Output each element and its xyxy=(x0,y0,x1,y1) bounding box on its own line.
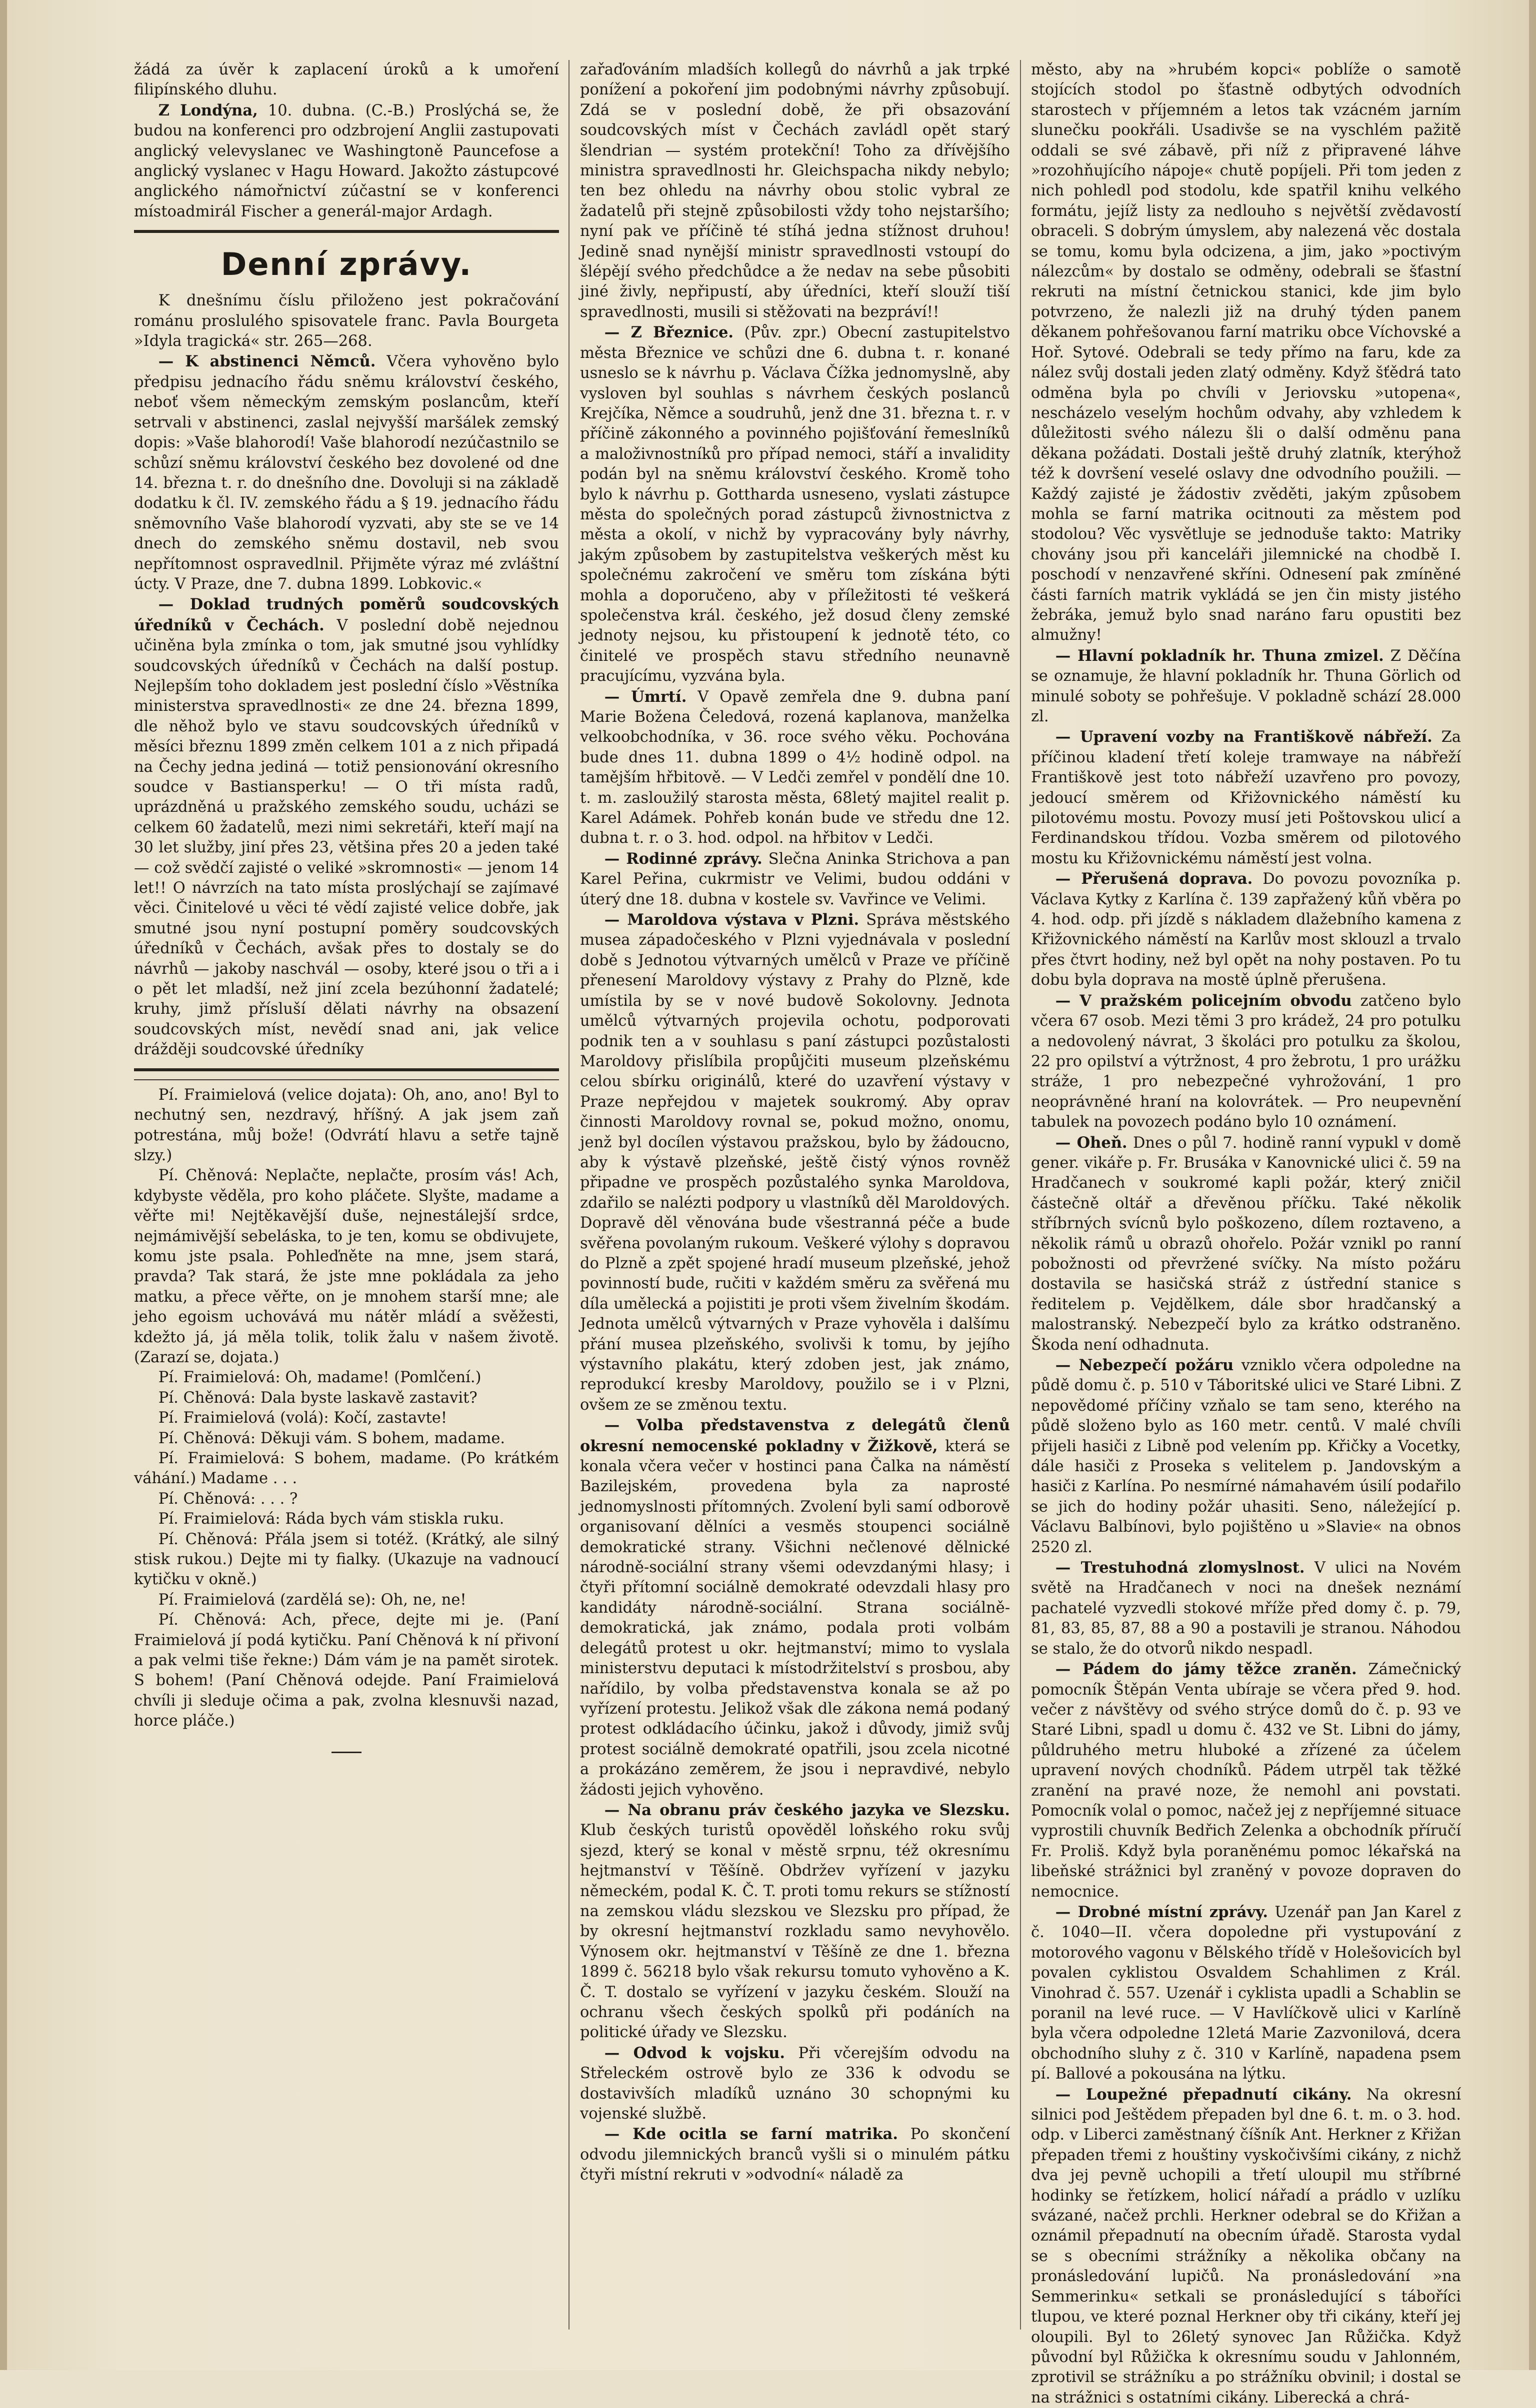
item-body: V poslední době nejednou učiněna byla zmínka o tom, jak smutné jsou vyhlídky soudcovských úředníků v Čechách na další postup. Nejlepším toho dokladem jest poslední číslo »Věstníka ministerstva spravedlnosti« ze dne 24. března 1899, dle něhož bylo ve stavu soudcovských úředníků v měsíci březnu 1899 změn celkem 101 a z nich připadá na Čechy jedna jediná — totiž pensionování okresního soudce v Bastiansperku! — O tři místa radů, uprázdněná u pražského zemského soudu, ucházi se celkem 60 žadatelů, mezi nimi sekretáři, kteří mají na 30 let služby, jiní přes 23, většina přes 20 a jeden také — což svědčí zajisté o veliké »skromnosti« — jenom 14 let!! O návrzích na tato místa proslýchají se zajímavé věci. Činitelové u věci té vědí zajisté velice dobře, jak smutné jsou nyní postupní poměry soudcovských úředníků v Čechách, avšak přes to dostaly se do návrhů — jakoby naschvál — osoby, které jsou o tři a i o pět let mladší, než jiní zcela bezúhonní žadatelé; kruhy, jimž přísluší dělati návrhy na obsazení soudcovských míst, nevědí snad ani, jak velice drážději soudcovské úředníky xyxy=(134,616,559,1059)
news-item-family xyxy=(580,849,1010,910)
news-item-deaths xyxy=(580,687,1010,849)
item-body: Při včerejším odvodu na Střeleckém ostrově bylo ze 336 k odvodu se dostavivších mladíků uznáno 30 schopnými ku vojenské službě. xyxy=(580,2044,1010,2123)
feuilleton-line: Pí. Chěnová: Ach, přece, dejte mi je. (Paní Fraimielová jí podá kytičku. Paní Chěnová k ní přivoní a pak velmi tiše řekne:) Dám vám je na pamět sirotek. S bohem! (Paní Chěnová odejde. Paní Fraimielová chvíli ji sleduje očima a pak, zvolna klesnuvši nazad, horce pláče.) xyxy=(134,1611,559,1730)
feuilleton-line: Pí. Chěnová: Neplačte, neplačte, prosím vás! Ach, kdybyste věděla, pro koho pláčete. Slyšte, madame a věřte mi! Nejtěkavější duše, nejnestálejší srdce, nejmámivější sebeláska, to je ten, komu se obdivujete, komu jste psala. Pohleďněte na mne, jsem stará, pravda? Tak stará, že jste mne pokládala za jeho matku, a přece věřte, on je mnohem starší mne; ale jeho egoism uchovává mu nátěr mládí a svěžesti, kdežto já, já měla tolik, tolik žalu v našem životě. (Zarazí se, dojata.) xyxy=(134,1167,559,1366)
news-item-judges xyxy=(134,594,559,1060)
item-title: — Oheň. xyxy=(1055,1133,1128,1152)
item-title: — Nebezpečí požáru xyxy=(1055,1356,1234,1374)
item-body: Zámečnický pomocník Štěpán Venta ubíraje se včera před 9. hod. večer z návštěvy od svého strýce domů do č. p. 93 ve Staré Libni, spadl u domu č. 432 ve St. Libni do jámy, půldruhého metru hluboké a zřízené za účelem upravení nových chodníků. Pádem utrpěl tak těžké zranění na pravé noze, že nemohl ani povstati. Pomocník volal o pomoc, načež jej z nepříjemné situace vyprostili chuvník Bedřich Zelenka a obchodník příručí Fr. Proliš. Když byla poraněnému pomoc lékařská na libeňské strážnici byl zraněný v povoze dopraven do nemocnice. xyxy=(1031,1661,1461,1901)
item-title: — Hlavní pokladník hr. Thuna zmizel. xyxy=(1055,646,1384,665)
news-item-abstinence xyxy=(134,351,559,594)
item-title: — Odvod k vojsku. xyxy=(604,2044,786,2062)
item-body: V Opavě zemřela dne 9. dubna paní Marie Božena Čeledová, rozená kaplanova, manželka velkoobchodníka, v 36. roce svého věku. Pochována bude dnes 11. dubna 1899 o 4½ hodině odpol. na tamějším hřbitově. — V Ledči zemřel v pondělí dne 10. t. m. zasloužilý starosta města, 68letý majitel realit p. Karel Adámek. Pohřeb konán bude ve středu dne 12. dubna t. r. o 3. hod. odpol. na hřbitov v Ledči. xyxy=(580,688,1010,847)
feuilleton-rule-thin xyxy=(134,1079,559,1080)
feuilleton-line: Pí. Fraimielová (zardělá se): Oh, ne, ne! xyxy=(158,1591,466,1609)
item-title: — Loupežné přepadnutí cikány. xyxy=(1055,2085,1352,2104)
item-body: která se konala včera večer v hostinci pana Čalka na náměstí Bazilejském, provedena byla za naprosté jednomyslnosti přítomných. Zvolení byli samí odborově organisovaní dělníci a vesměs stoupenci sociálně demokratické strany. Všichni nečlenové dělnické národně-sociální strany všemi odevzdanými hlasy; i čtyři přítomní sociálně demokraté odevzdali hlasy pro kandidáty národně-sociální. Strana sociálně-demokratická, jak známo, podala proti volbám delegátů protest u okr. hejtmanství; mimo to vyslala ministerstvu deputaci k místodržitelství s prosbou, aby nařídilo, by volba představenstva konala se až po vyřízení protestu. Jelikož však dle zákona nemá podaný protest odkládacího účinku, jakož i důvody, jimiž svůj protest sociálně demokraté opatřili, jsou zcela nicotné a prokázáno zeměrem, že jsou i nepravdivé, nebylo žádosti jejich vyhověno. xyxy=(580,1437,1010,1799)
news-item-robbery xyxy=(1031,2085,1461,2408)
news-item-malice xyxy=(1031,1558,1461,1659)
item-title: — V pražském policejním obvodu xyxy=(1055,991,1352,1010)
item-title: — Pádem do jámy těžce zraněn. xyxy=(1055,1660,1357,1679)
dateline: Z Londýna, xyxy=(158,101,258,119)
feuilleton-line: Pí. Fraimielová (velice dojata): Oh, ano, ano! Byl to nechutný sen, nezdravý, hříšný. A jak jsem zaň potrestána, můj bože! (Odvrátí hlavu a setře tajně slzy.) xyxy=(134,1086,559,1164)
column-3 xyxy=(1031,60,1462,2407)
item-title: — Doklad trudných poměrů soudcovských úředníků v Čechách. xyxy=(134,595,559,634)
news-item-fire-danger xyxy=(1031,1355,1461,1558)
item-body: Uzenář pan Jan Karel z č. 1040—II. včera dopoledne při vystupování z motorového vagonu v Bělského třídě v Holešovicích byl povalen cyklistou Osvaldem Schahlimen z Král. Vinohrad č. 557. Uzenář i cyklista upadli a Schablin se poranil na levé ruce. — V Havlíčkově ulici v Karlíně byla včera odpoledne 12letá Marie Zazvonilová, dcera obchodního sluhy z č. 310 v Karlíně, napadena psem pí. Ballové a pokousána na lýtku. xyxy=(1031,1903,1461,2083)
news-item-marold xyxy=(580,910,1010,1415)
item-body: zatčeno bylo včera 67 osob. Mezi těmi 3 pro krádež, 24 pro potulku a nedovolený návrat, 3 školáci pro potulku za školou, 22 pro opilství a výtržnost, 4 pro žebrotu, 1 pro urážku stráže, 1 pro nebezpečné vyhrožování, 1 pro neoprávněné hraní na kolovrátek. — Pro neupevnění tabulek na povozech podáno bylo 10 oznámení. xyxy=(1031,992,1461,1131)
news-item-fire xyxy=(1031,1133,1461,1355)
item-body: Dnes o půl 7. hodině ranní vypukl v domě gener. vikáře p. Fr. Brusáka v Kanovnické ulici č. 59 na Hradčanech v soukromé kapli požár, který zničil částečně oltář a dřevěnou příčku. Také několik stříbrných svícnů bylo poškozeno, dílem roztaveno, a několik rámů u obrazů ohořelo. Požár vznikl po ranní pobožnosti od převržené svíčky. Na místo požáru dostavila se hasičská stráž z ústřední stanice s ředitelem p. Vejdělkem, dále sbor hradčanský a malostranský. Nebezpečí bylo za krátko odstraněno. Škoda není odhadnuta. xyxy=(1031,1134,1461,1354)
news-item-recruitment xyxy=(580,2043,1010,2125)
column-2 xyxy=(580,60,1010,2340)
feuilleton-line: Pí. Fraimielová: S bohem, madame. (Po krátkém váhání.) Madame . . . xyxy=(134,1450,559,1488)
left-page-edge xyxy=(0,0,7,2370)
item-title: — Na obranu práv českého jazyka ve Slezsku. xyxy=(604,1801,1010,1819)
item-title: — Úmrtí. xyxy=(604,687,687,706)
article-continuation: žádá za úvěr k zaplacení úroků a k umoření filipínského dluhu. xyxy=(134,61,559,99)
news-item-traffic xyxy=(1031,727,1461,869)
article-continuation: zařaďováním mladších kollegů do návrhů a jak trpké ponížení a pokoření jim podobnými návrhy způsobují. Zdá se v poslední době, že při obsazování soudcovských míst v Čechách zavládl opět starý šlendrian — systém protekční! Toho za dřívějšího ministra spravedlnosti hr. Gleichspacha nikdy nebylo; ten bez ohledu na návrhy obou stolic vybral ze žadatelů při stejně způsobilosti vždy toho nejstaršího; nyní pak ve příčině té stíhá jedna stížnost druhou! Jedině snad nynější ministr spravedlnosti vstoupí do šlépějí svého předchůdce a že nedav na sebe působiti jiné živly, nepřipustí, aby úředníci, kteří slouží tiší spravedlnosti, musili si stěžovati na bezpráví!! xyxy=(580,61,1010,321)
item-title: — Volba představenstva z delegátů členů okresní nemocenské pokladny v Žižkově, xyxy=(580,1416,1010,1455)
news-item-election xyxy=(580,1415,1010,1800)
item-title: — Maroldova výstava v Plzni. xyxy=(604,911,860,929)
news-item-treasurer xyxy=(1031,646,1461,727)
news-item-local xyxy=(1031,1902,1461,2085)
news-item-register xyxy=(580,2124,1010,2185)
news-item-injury xyxy=(1031,1659,1461,1902)
item-title: — Rodinné zprávy. xyxy=(604,849,762,868)
item-body: 10. dubna. (C.-B.) Proslýchá se, že budou na konferenci pro odzbrojení Anglii zastupovati anglický velevyslanec ve Washingtoně Pauncefose a anglický vyslanec v Hagu Howard. Jakožto zástupcové anglického námořnictví zúčastní se v konferenci místoadmirál Fischer a generál-major Ardagh. xyxy=(134,101,559,220)
news-item-london xyxy=(134,100,559,222)
news-item-interruption xyxy=(1031,869,1461,990)
item-title: — Upravení vozby na Františkově nábřeží. xyxy=(1055,728,1432,746)
column-rule xyxy=(568,60,570,2330)
article-continuation: město, aby na »hrubém kopci« poblíže o samotě stojících stodol po šťastně odbytých odvodních starostech v příjemném a letos tak vzácném jarním slunečku pookřáli. Usadivše se na vyschlém pažitě oddali se své zábavě, při níž z připravené láhve »rozohňujícího nápoje« chutě popíjeli. Při tom jeden z nich pohledl pod stodolu, kde spatřil knihu velkého formátu, jejíž listy za nedlouho s největší zvědavostí obraceli. S dobrým úmyslem, aby nalezená věc dostala se tomu, komu byla odcizena, a jim, jako »poctivým nálezcům« by dostalo se odměny, odebrali se šťastní rekruti na místní četnickou stanici, kde jim bylo potvrzeno, že nalezli již na druhý týden panem děkanem pohřešovanou farní matriku obce Víchovské a Hoř. Sytové. Odebrali se tedy přímo na faru, kde za nález svůj dostali jeden zlatý odměny. Když šťědrá tato odměna byla po chvíli v Jeriovsku »utopena«, nescházelo veselým hochům odvahy, aby vzhledem k důležitosti svého nálezu šli o další odměnu pana děkana požádati. Dostali ještě druhý zlatník, kterýhož též k dovršení veselé oslavy dne odvodního použili. — Každý zajisté je žádostiv zvěděti, jakým způsobem mohla se farní matrika ocitnouti za městem pod stodolou? Věc vysvětluje se jednoduše takto: Matriky chovány jsou při kanceláři jilemnické na chodbě I. poschodí v nenzavřené skříni. Odnesení pak zmíněné části farních matrik vykládá se jen čin misty jistého žebráka, jemuž bylo snad naráno faru opustiti bez almužny! xyxy=(1031,61,1461,644)
end-dash xyxy=(332,1752,362,1753)
column-1 xyxy=(134,60,559,2340)
feuilleton-line: Pí. Chěnová: Děkuji vám. S bohem, madame. xyxy=(158,1429,506,1447)
item-title: — K abstinenci Němců. xyxy=(158,352,376,371)
item-body: Slečna Aninka Strichova a pan Karel Peřina, cukrmistr ve Velimi, budou oddáni v úterý dne 18. dubna v kostele sv. Vavřince ve Velimi. xyxy=(580,850,1010,908)
item-body: Za příčinou kladení třetí koleje tramwaye na nábřeží Františkově jest toto nábřeží uzavřeno pro povozy, jedoucí směrem od Křižovnického náměstí ku pilotovému mostu. Povozy musí jeti Poštovskou ulicí a Ferdinandskou třídou. Vozba směrem od pilotového mostu ku Křižovnickému náměstí jest volna. xyxy=(1031,728,1461,867)
item-body: Z Děčína se oznamuje, že hlavní pokladník hr. Thuna Görlich od minulé soboty se pohřešuje. V pokladně schází 28.000 zl. xyxy=(1031,647,1461,725)
item-title: — Z Březnice. xyxy=(604,323,734,342)
item-title: — Trestuhodná zlomyslnost. xyxy=(1055,1559,1305,1577)
feuilleton-rule xyxy=(134,1068,559,1071)
section-rule xyxy=(134,230,559,233)
feuilleton-line: Pí. Chěnová: Přála jsem si totéž. (Krátký, ale silný stisk rukou.) Dejte mi ty fialky. (Ukazuje na vadnoucí kytičku v okně.) xyxy=(134,1530,559,1589)
item-body: vzniklo včera odpoledne na půdě domu č. p. 510 v Táboritské ulici ve Staré Libni. Z nepovědomé příčiny vzňalo se tam seno, kterého na půdě složeno bylo as 160 metr. centů. V malé chvíli přijeli hasiči z Libně pod velením pp. Křičky a Vocetky, dále hasiči z Proseka s velitelem p. Jandovským a hasiči z Karlína. Po nesmírné námahavém úsilí podařilo se jich do hodiny požár uhasiti. Seno, náležející p. Václavu Balbínovi, bylo pojištěno u »Slavie« na obnos 2520 zl. xyxy=(1031,1357,1461,1556)
news-item-breznice xyxy=(580,322,1010,686)
item-body: Správa městského musea západočeského v Plzni vyjednávala v poslední době s Jednotou výtvarných umělců v Praze ve příčině přenesení Maroldovy výstavy z Prahy do Plzně, kde umístila by se v nové budově Sokolovny. Jednota umělců výtvarných projevila ochotu, podporovati podnik ten a v souhlasu s paní zástupci pozůstalosti Maroldovy přislíbila propůjčiti museum plzeňskému celou sbírku originálů, které do uzavření výstavy v Praze nepřejdou v majetek soukromý. Aby oprav činnosti Maroldovy rovnal se, pokud možno, onomu, jenž byl docílen výstavou pražskou, bylo by žádoucno, aby k výstavě plzeňské, ještě čistý výnos rovněž připadne ve prospěch pozůstalého synka Maroldova, zdařilo se nalézti podpory u vlastníků děl Maroldových. Dopravě děl věnována bude všestranná péče a bude svěřena povolaným rukoum. Veškeré výlohy s dopravou do Plzně a zpět spojené hradí museum plzeňské, jehož povinností bude, ručiti v každém směru za svěřená mu díla umělecká a pojistiti je proti všem živelním škodám. Jednota umělců výtvarných v Praze vyhověla i dalšímu přání musea plzeňského, svolivši k tomu, by jejího výstavního plakátu, který zdoben jest, jak známo, reprodukcí kresby Maroldovy, použilo se i v Plzni, ovšem ze se změnou textu. xyxy=(580,911,1010,1414)
column-rule xyxy=(1020,60,1021,2330)
item-title: — Kde ocitla se farní matrika. xyxy=(604,2125,898,2144)
section-heading: Denní zprávy. xyxy=(220,246,472,283)
item-body: (Pův. zpr.) Obecní zastupitelstvo města Březnice ve schůzi dne 6. dubna t. r. konané usneslo se k návrhu p. Václava Čížka jednomyslně, aby vysloven byl souhlas s návrhem českých poslanců Krejčíka, Němce a soudruhů, jenž dne 31. března t. r. v příčině zákonného a povinného pojišťování řemeslníků a maloživnostníků pro případ nemoci, stáří a invalidity podán byl na sněmu království českého. Kromě toho bylo k návrhu p. Gottharda usneseno, vyslati zástupce města do společných porad zástupců živnostnictva z města a okolí, v nichž by vypracovány byly návrhy, jakým způsobem by zastupitelstva veškerých měst ku společnému zakročení ve směru tom získána býti mohla a doporučeno, aby v příležitosti té veškerá společenstva král. českého, jež dosud členy zemské jednoty nejsou, ku přistoupení k jednotě této, co činitelé ve prospěch stavu středního neunavně pracujícímu, vyzvána byla. xyxy=(580,324,1010,685)
news-item-police xyxy=(1031,991,1461,1133)
feuilleton-line: Pí. Chěnová: . . . ? xyxy=(158,1490,298,1508)
feuilleton-line: Pí. Fraimielová (volá): Kočí, zastavte! xyxy=(158,1409,448,1427)
item-body: Na okresní silnici pod Ještědem přepaden byl dne 6. t. m. o 3. hod. odp. v Liberci zaměstnaný číšník Ant. Herkner z Křižan přepaden třemi z houštiny vyskočivšími cikány, z nichž dva jej pevně uchopili a třetí uloupil mu stříbrné hodinky se řetízkem, holicí nářadí a prádlo v uzlíku svázané, načež prchli. Herkner odebral se do Křižan a oznámil přepadnutí na obecním úřadě. Starosta vydal se s obecními strážníky a několika občany na pronásledování lupičů. Na pronásledování »na Semmerinku« setkali se pronásledující s táboříci tlupou, ve které poznal Herkner oby tři cikány, kteří jej oloupili. Byl to 26letý synovec Jan Růžička. Když původní byl Růžička k okresnímu soudu v Jahlonném, zprotivil se strážníku a po strážníku obvinil; i dostal se na strážnici s ostatními cikány. Liberecká a chrá- xyxy=(1031,2086,1461,2407)
feuilleton-line: Pí. Fraimielová: Oh, madame! (Pomlčení.) xyxy=(158,1369,482,1387)
feuilleton-line: Pí. Chěnová: Dala byste laskavě zastavit? xyxy=(158,1389,478,1407)
item-body: Do povozu povozníka p. Václava Kytky z Karlína č. 139 zapřažený kůň vběra po 4. hod. odp. při jízdě s nákladem dlažebního kamena z Křižovnického náměstí na Karlův most sklouzl a trvalo přes čtvrt hodiny, než byl opět na nohy postaven. Po tu dobu byla doprava na mostě úplně přerušena. xyxy=(1031,870,1461,989)
feuilleton-line: Pí. Fraimielová: Ráda bych vám stiskla ruku. xyxy=(158,1510,504,1528)
item-body: Po skončení odvodu jilemnických branců vyšli si o minulém pátku čtyři místní rekruti v »odvodní« náladě za xyxy=(580,2126,1010,2184)
item-title: — Přerušená doprava. xyxy=(1055,870,1253,888)
news-item-language xyxy=(580,1800,1010,2043)
right-page-edge xyxy=(1529,0,1536,2370)
item-title: — Drobné místní zprávy. xyxy=(1055,1903,1268,1921)
item-body: Včera vyhověno bylo předpisu jednacího řádu sněmu království českého, neboť všem německým zemským poslancům, kteří setrvali v abstinenci, zaslal nejvyšší maršálek zemský dopis: »Vaše blahorodí! Vaše blahorodí nezúčastnilo se schůzí sněmu království českého bez dovolené od dne 14. března t. r. do dnešního dne. Dovoluji si na základě dodatku k čl. IV. zemského řádu a § 19. jednacího řádu sněmovního Vaše blahorodí vyzvati, aby ste se ve 14 dnech do zemského sněmu dostavil, neb svou nepřítomnost ospravedlnil. Přijměte výraz mé zvláštní úcty. V Praze, dne 7. dubna 1899. Lobkovic.« xyxy=(134,353,559,593)
novel-note: K dnešnímu číslu přiloženo jest pokračování románu proslulého spisovatele franc. Pavla Bourgeta »Idyla tragická« str. 265—268. xyxy=(134,292,559,350)
item-body: Klub českých turistů opověděl loňského roku svůj sjezd, který se konal v městě srpnu, též okresnímu hejtmanství v Těšíně. Obdržev vyřízení v jazyku německém, podal K. Č. T. proti tomu rekurs se stížností na zemskou vládu slezskou ve Slezsku pro případ, že by okresní hejtmanství rozkladu samo nevyhovělo. Výnosem okr. hejtmanství v Těšíně ze dne 1. března 1899 č. 56218 bylo však rekursu tomuto vyhověno a K. Č. T. dostalo se vyřízení v jazyku českém. Slouží na ochranu všech českých spolků při podáních na politické úřady ve Slezsku. xyxy=(580,1822,1010,2042)
item-body: V ulici na Novém světě na Hradčanech v noci na dnešek neznámí pachatelé vyzvedli stokové mříže před domy č. p. 79, 81, 83, 85, 87, 88 a 90 a postavili je stranou. Náhodou se stalo, že do otvorů nikdo nespadl. xyxy=(1031,1559,1462,1658)
